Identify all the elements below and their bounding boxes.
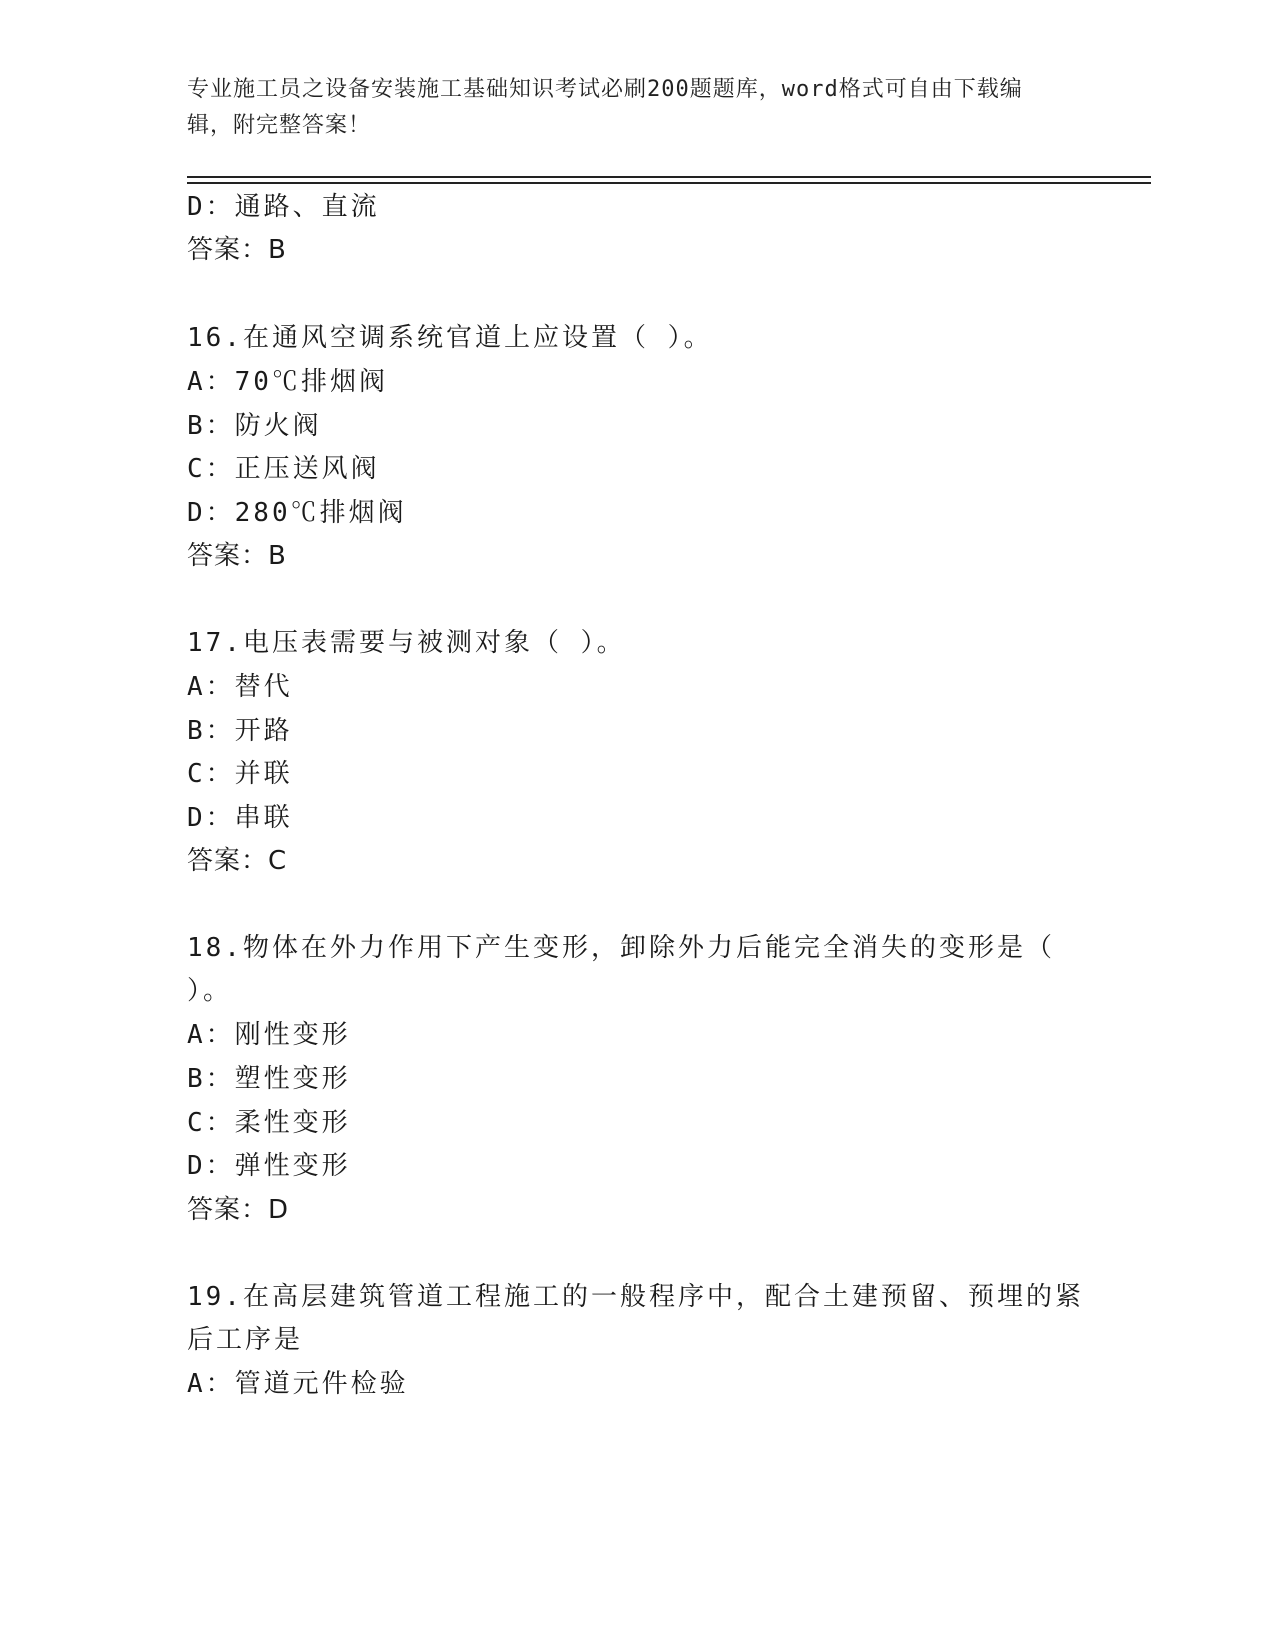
answer-line: 答案：B xyxy=(187,235,287,265)
question-19-stem: 19.在高层建筑管道工程施工的一般程序中，配合土建预留、预埋的紧 xyxy=(187,1282,1084,1312)
question-16-answer: 答案：B xyxy=(187,541,287,571)
question-18-stem-continued: ）。 xyxy=(187,976,233,1006)
question-19-stem-continued: 后工序是 xyxy=(187,1325,304,1355)
document-header: 专业施工员之设备安装施工基础知识考试必刷200题题库，word格式可自由下载编辑，附完整答案！ xyxy=(187,77,1023,138)
question-17-option-b: B：开路 xyxy=(187,716,293,746)
option-d: D：通路、直流 xyxy=(187,192,380,222)
question-18-answer: 答案：D xyxy=(187,1195,290,1225)
question-16-option-d: D：280℃排烟阀 xyxy=(187,498,407,528)
question-17-option-d: D：串联 xyxy=(187,803,293,833)
question-17-option-a: A：替代 xyxy=(187,672,293,702)
question-16-option-c: C：正压送风阀 xyxy=(187,454,380,484)
question-19-option-a: A：管道元件检验 xyxy=(187,1369,409,1399)
question-18-option-d: D：弹性变形 xyxy=(187,1151,351,1181)
header-divider xyxy=(187,176,1151,178)
question-18-option-b: B：塑性变形 xyxy=(187,1064,351,1094)
question-18-option-c: C：柔性变形 xyxy=(187,1108,351,1138)
question-18-option-a: A：刚性变形 xyxy=(187,1020,351,1050)
question-16-stem: 16.在通风空调系统官道上应设置（ ）。 xyxy=(187,323,713,353)
question-16-option-a: A：70℃排烟阀 xyxy=(187,367,388,397)
question-17-option-c: C：并联 xyxy=(187,759,293,789)
question-17-stem: 17.电压表需要与被测对象（ ）。 xyxy=(187,628,626,658)
question-18-stem: 18.物体在外力作用下产生变形，卸除外力后能完全消失的变形是（ xyxy=(187,933,1055,963)
question-16-option-b: B：防火阀 xyxy=(187,411,322,441)
header-divider xyxy=(187,182,1151,184)
question-17-answer: 答案：C xyxy=(187,846,288,876)
